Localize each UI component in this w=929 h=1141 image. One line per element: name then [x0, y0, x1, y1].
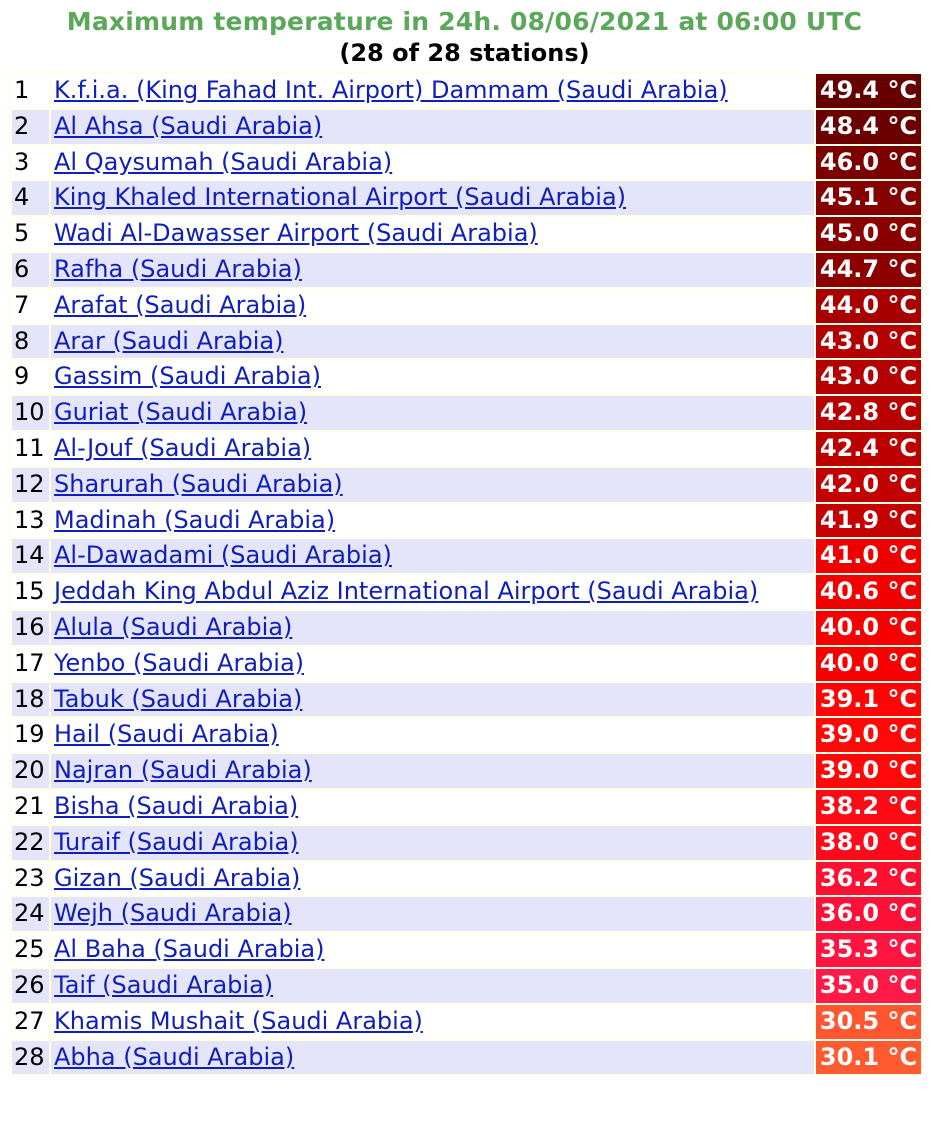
station-cell	[51, 683, 814, 717]
page-header	[0, 0, 929, 68]
station-link[interactable]: Hail (Saudi Arabia)	[54, 720, 279, 749]
temperature-cell: 40.0 °C	[816, 647, 921, 681]
rank-cell: 1	[12, 74, 49, 108]
temperature-cell: 46.0 °C	[816, 146, 921, 180]
station-link[interactable]: Wadi Al-Dawasser Airport (Saudi Arabia)	[54, 219, 538, 248]
rank-cell: 11	[12, 432, 49, 466]
station-cell	[51, 897, 814, 931]
rank-cell: 12	[12, 468, 49, 502]
table-row	[12, 790, 921, 824]
temperature-cell: 42.4 °C	[816, 432, 921, 466]
station-link[interactable]: Gassim (Saudi Arabia)	[54, 362, 321, 391]
table-row	[12, 575, 921, 609]
temperature-cell: 42.8 °C	[816, 396, 921, 430]
temperature-cell: 43.0 °C	[816, 360, 921, 394]
rank-cell: 5	[12, 217, 49, 251]
rank-cell: 16	[12, 611, 49, 645]
rank-cell: 3	[12, 146, 49, 180]
station-cell	[51, 539, 814, 573]
temperature-cell: 35.3 °C	[816, 933, 921, 967]
station-link[interactable]: Arafat (Saudi Arabia)	[54, 290, 307, 319]
station-link[interactable]: Arar (Saudi Arabia)	[54, 326, 284, 355]
station-cell	[51, 826, 814, 860]
station-cell	[51, 718, 814, 752]
ranking-table	[10, 72, 923, 1076]
rank-cell: 18	[12, 683, 49, 717]
temperature-cell: 41.0 °C	[816, 539, 921, 573]
station-cell	[51, 1005, 814, 1039]
table-row	[12, 933, 921, 967]
station-cell	[51, 647, 814, 681]
table-row	[12, 539, 921, 573]
station-link[interactable]: Wejh (Saudi Arabia)	[54, 899, 292, 928]
table-row	[12, 647, 921, 681]
table-row	[12, 110, 921, 144]
temperature-cell: 36.2 °C	[816, 862, 921, 896]
rank-cell: 8	[12, 325, 49, 359]
table-row	[12, 74, 921, 108]
temperature-cell: 38.0 °C	[816, 826, 921, 860]
rank-cell: 22	[12, 826, 49, 860]
station-cell	[51, 504, 814, 538]
station-link[interactable]: Tabuk (Saudi Arabia)	[54, 684, 303, 713]
station-link[interactable]: Al Ahsa (Saudi Arabia)	[54, 111, 323, 140]
rank-cell: 15	[12, 575, 49, 609]
table-row	[12, 504, 921, 538]
table-row	[12, 718, 921, 752]
station-cell	[51, 181, 814, 215]
rank-cell: 24	[12, 897, 49, 931]
station-link[interactable]: Al-Jouf (Saudi Arabia)	[54, 433, 312, 462]
rank-cell: 26	[12, 969, 49, 1003]
temperature-cell: 30.5 °C	[816, 1005, 921, 1039]
station-link[interactable]: Najran (Saudi Arabia)	[54, 756, 312, 785]
table-row	[12, 289, 921, 323]
table-row	[12, 432, 921, 466]
rank-cell: 17	[12, 647, 49, 681]
temperature-cell: 44.7 °C	[816, 253, 921, 287]
station-cell	[51, 933, 814, 967]
table-row	[12, 1041, 921, 1075]
table-row	[12, 325, 921, 359]
table-row	[12, 468, 921, 502]
station-link[interactable]: Yenbo (Saudi Arabia)	[54, 648, 305, 677]
station-link[interactable]: King Khaled International Airport (Saudi Arabia)	[54, 183, 627, 212]
station-cell	[51, 754, 814, 788]
rank-cell: 23	[12, 862, 49, 896]
table-row	[12, 969, 921, 1003]
rank-cell: 19	[12, 718, 49, 752]
station-link[interactable]: Turaif (Saudi Arabia)	[54, 827, 299, 856]
rank-cell: 28	[12, 1041, 49, 1075]
station-link[interactable]: Guriat (Saudi Arabia)	[54, 398, 308, 427]
station-link[interactable]: Al Baha (Saudi Arabia)	[54, 935, 325, 964]
temperature-cell: 45.1 °C	[816, 181, 921, 215]
ranking-table-body	[12, 74, 921, 1074]
station-link[interactable]: Al Qaysumah (Saudi Arabia)	[54, 147, 393, 176]
table-row	[12, 360, 921, 394]
table-row	[12, 683, 921, 717]
table-row	[12, 146, 921, 180]
table-row	[12, 862, 921, 896]
page-title: Maximum temperature in 24h. 08/06/2021 at 06:00 UTC	[66, 7, 863, 36]
table-row	[12, 217, 921, 251]
station-cell	[51, 74, 814, 108]
station-link[interactable]: Taif (Saudi Arabia)	[54, 970, 274, 999]
station-link[interactable]: Gizan (Saudi Arabia)	[54, 863, 301, 892]
rank-cell: 2	[12, 110, 49, 144]
station-cell	[51, 110, 814, 144]
station-link[interactable]: Rafha (Saudi Arabia)	[54, 254, 302, 283]
temperature-cell: 39.0 °C	[816, 754, 921, 788]
station-cell	[51, 1041, 814, 1075]
rank-cell: 25	[12, 933, 49, 967]
station-count: (28 of 28 stations)	[339, 39, 590, 67]
table-row	[12, 1005, 921, 1039]
temperature-cell: 41.9 °C	[816, 504, 921, 538]
rank-cell: 14	[12, 539, 49, 573]
temperature-cell: 48.4 °C	[816, 110, 921, 144]
station-link[interactable]: Abha (Saudi Arabia)	[54, 1042, 295, 1071]
table-row	[12, 181, 921, 215]
station-cell	[51, 432, 814, 466]
station-cell	[51, 862, 814, 896]
temperature-cell: 36.0 °C	[816, 897, 921, 931]
station-cell	[51, 360, 814, 394]
rank-cell: 10	[12, 396, 49, 430]
table-row	[12, 611, 921, 645]
temperature-cell: 44.0 °C	[816, 289, 921, 323]
station-cell	[51, 575, 814, 609]
temperature-cell: 42.0 °C	[816, 468, 921, 502]
table-row	[12, 826, 921, 860]
temperature-cell: 39.1 °C	[816, 683, 921, 717]
temperature-cell: 39.0 °C	[816, 718, 921, 752]
station-link[interactable]: Sharurah (Saudi Arabia)	[54, 469, 343, 498]
rank-cell: 7	[12, 289, 49, 323]
table-row	[12, 253, 921, 287]
station-cell	[51, 146, 814, 180]
station-link[interactable]: Alula (Saudi Arabia)	[54, 612, 293, 641]
temperature-cell: 35.0 °C	[816, 969, 921, 1003]
station-link[interactable]: Al-Dawadami (Saudi Arabia)	[54, 541, 392, 570]
station-cell	[51, 396, 814, 430]
table-row	[12, 396, 921, 430]
temperature-cell: 38.2 °C	[816, 790, 921, 824]
table-row	[12, 754, 921, 788]
temperature-cell: 49.4 °C	[816, 74, 921, 108]
station-cell	[51, 790, 814, 824]
station-link[interactable]: Bisha (Saudi Arabia)	[54, 791, 299, 820]
temperature-cell: 43.0 °C	[816, 325, 921, 359]
rank-cell: 21	[12, 790, 49, 824]
rank-cell: 9	[12, 360, 49, 394]
temperature-cell: 30.1 °C	[816, 1041, 921, 1075]
station-cell	[51, 468, 814, 502]
rank-cell: 13	[12, 504, 49, 538]
station-link[interactable]: Madinah (Saudi Arabia)	[54, 505, 336, 534]
table-row	[12, 897, 921, 931]
station-cell	[51, 253, 814, 287]
rank-cell: 20	[12, 754, 49, 788]
station-link[interactable]: Jeddah King Abdul Aziz International Airport (Saudi Arabia)	[54, 577, 759, 606]
station-cell	[51, 325, 814, 359]
station-cell	[51, 611, 814, 645]
station-link[interactable]: K.f.i.a. (King Fahad Int. Airport) Dammam (Saudi Arabia)	[54, 76, 728, 104]
rank-cell: 6	[12, 253, 49, 287]
station-cell	[51, 217, 814, 251]
station-cell	[51, 289, 814, 323]
temperature-cell: 45.0 °C	[816, 217, 921, 251]
rank-cell: 27	[12, 1005, 49, 1039]
temperature-cell: 40.0 °C	[816, 611, 921, 645]
temperature-cell: 40.6 °C	[816, 575, 921, 609]
station-link[interactable]: Khamis Mushait (Saudi Arabia)	[54, 1006, 423, 1035]
rank-cell: 4	[12, 181, 49, 215]
station-cell	[51, 969, 814, 1003]
